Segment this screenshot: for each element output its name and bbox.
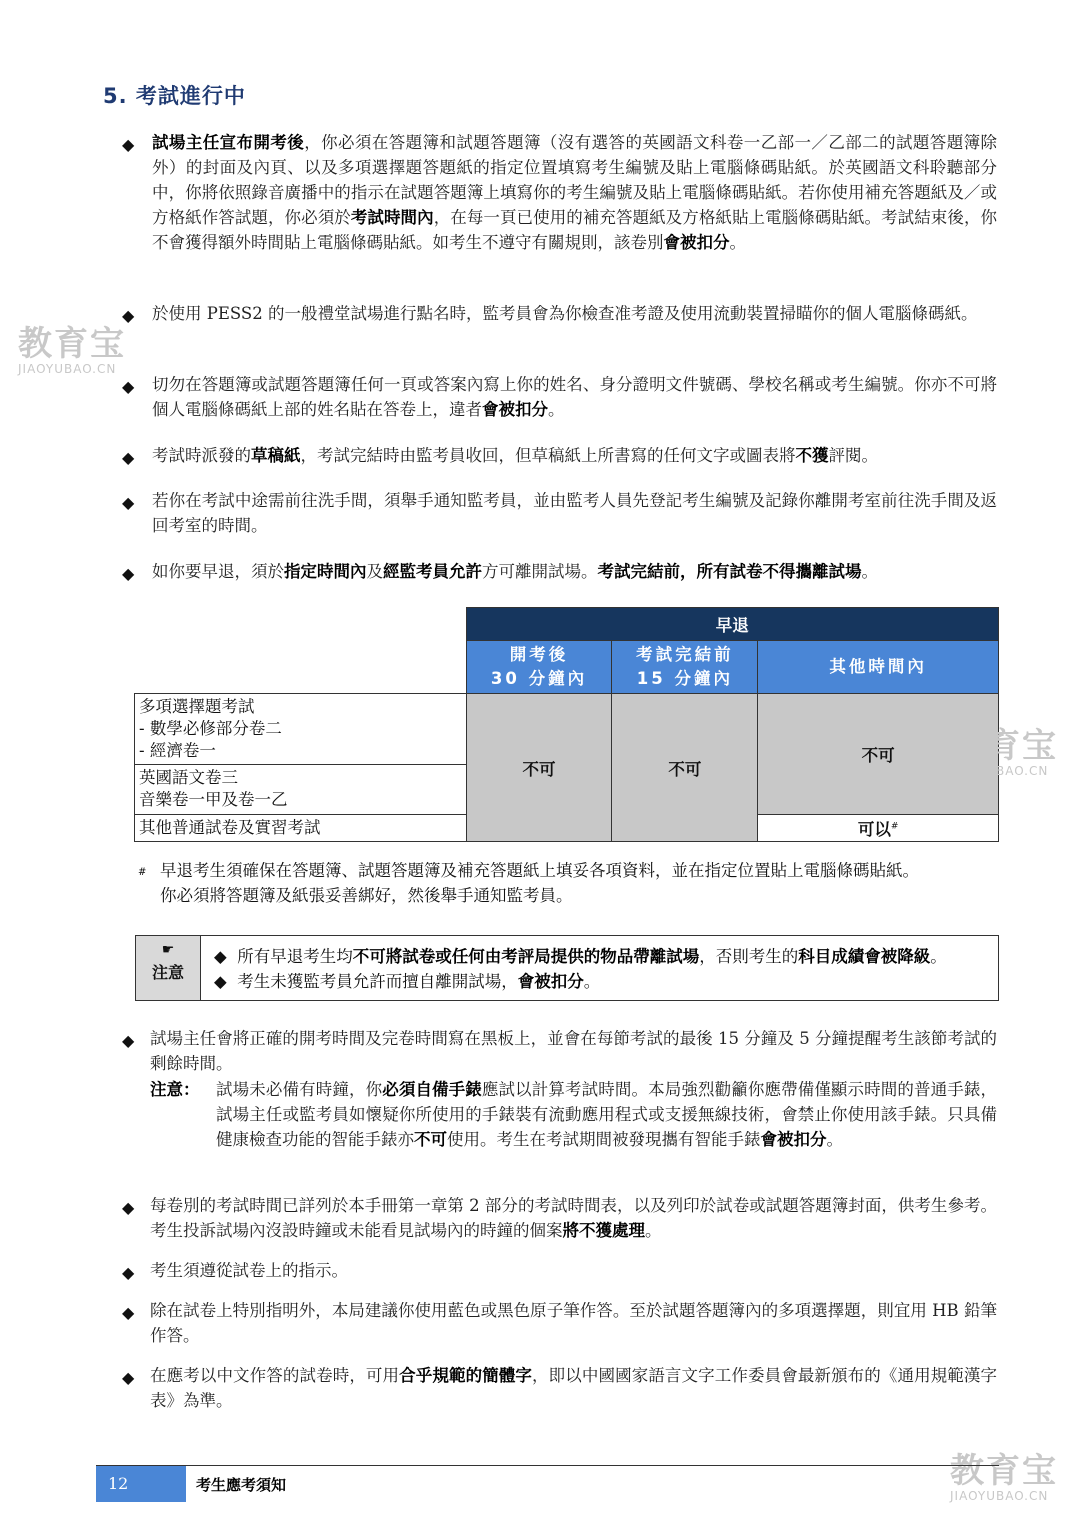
paragraph-exam-timetable: 每卷別的考試時間已詳列於本手冊第一章第 2 部分的考試時間表，以及列印於試卷或試題答題簿封面，供考生參考。考生投訴試場內沒設時鐘或未能看見試場內的時鐘的個案將不獲處理。 xyxy=(150,1196,997,1240)
bullet-icon: ◆ xyxy=(122,306,135,325)
paragraph-watch-note: 試場未必備有時鐘，你必須自備手錶應試以計算考試時間。本局強烈勸籲你應帶備僅顯示時間的普通手錶，試場主任或監考員如懷疑你所使用的手錶裝有流動應用程式或支援無線技術，會禁止你使用該手錶。只具備健康檢查功能的智能手錶亦不可使用。考生在考試期間被發現攜有智能手錶會被扣分。 xyxy=(216,1080,998,1149)
paragraph-follow-instructions: 考生須遵從試卷上的指示。 xyxy=(150,1261,348,1280)
note-label: 注意 xyxy=(151,963,184,982)
watermark-logo: 教育宝 JIAOYUBAO.CN xyxy=(18,324,126,376)
bullet-icon: ◆ xyxy=(122,564,135,583)
watermark-logo: 教育宝 JIAOYUBAO.CN xyxy=(950,1451,1058,1503)
footer-divider xyxy=(96,1465,999,1466)
footnote: # 早退考生須確保在答題簿、試題答題簿及補充答題紙上填妥各項資料，並在指定位置貼上電腦條碼貼紙。 你必須將答題簿及紙張妥善綁好，然後舉手通知監考員。 xyxy=(138,861,919,905)
pointing-hand-icon: ☛ xyxy=(161,942,175,958)
bullet-icon: ◆ xyxy=(122,448,135,467)
table-header-early-leave: 早退 xyxy=(466,608,998,641)
early-leave-table xyxy=(134,607,999,842)
bullet-icon: ◆ xyxy=(214,972,227,991)
bullet-icon: ◆ xyxy=(122,1368,135,1387)
bullet-icon: ◆ xyxy=(122,493,135,512)
note-item: ◆ 考生未獲監考員允許而擅自離開試場，會被扣分。 xyxy=(214,972,601,991)
bullet-icon: ◆ xyxy=(122,377,135,396)
table-row-english-music: 英國語文卷三 音樂卷一甲及卷一乙 xyxy=(135,765,467,815)
page-number: 12 xyxy=(96,1466,186,1502)
note-box xyxy=(135,935,999,1001)
paragraph-toilet: 若你在考試中途需前往洗手間，須舉手通知監考員，並由監考人員先登記考生編號及記錄你離開考室前往洗手間及返回考室的時間。 xyxy=(152,491,997,535)
bullet-icon: ◆ xyxy=(122,1198,135,1217)
table-col-30min: 開考後 30 分鐘內 xyxy=(466,641,612,694)
note-item: ◆ 所有早退考生均不可將試卷或任何由考評局提供的物品帶離試場，否則考生的科目成績會被降級。 xyxy=(214,947,947,966)
bullet-icon: ◆ xyxy=(122,1263,135,1282)
bullet-icon: ◆ xyxy=(214,947,227,966)
paragraph-simplified-chinese: 在應考以中文作答的試卷時，可用合乎規範的簡體字，即以中國國家語言文字工作委員會最新頒布的《通用規範漢字表》為準。 xyxy=(150,1366,998,1410)
paragraph-pen: 除在試卷上特別指明外，本局建議你使用藍色或黑色原子筆作答。至於試題答題簿內的多項選擇題，則宜用 HB 鉛筆作答。 xyxy=(150,1301,997,1345)
table-cell-not-allowed: 不可 xyxy=(466,694,612,842)
paragraph-start-exam: 試場主任宣布開考後，你必須在答題簿和試題答題簿（沒有選答的英國語文科卷一乙部一／乙部二的試題答題簿除外）的封面及內頁、以及多項選擇題答題紙的指定位置填寫考生編號及貼上電腦條碼貼紙。於英國語文科聆聽部分中，你將依照錄音廣播中的指示在試題答題簿上填寫你的考生編號及貼上電腦條碼貼紙。若你使用補充答題紙及／或方格紙作答試題，你必須於考試時間內，在每一頁已使用的補充答題紙及方格紙貼上電腦條碼貼紙。考試結束後，你不會獲得額外時間貼上電腦條碼貼紙。如考生不遵守有關規則，該卷別會被扣分。 xyxy=(152,133,998,252)
paragraph-clock: 試場主任會將正確的開考時間及完卷時間寫在黑板上，並會在每節考試的最後 15 分鐘及 5 分鐘提醒考生該節考試的剩餘時間。 xyxy=(150,1029,997,1073)
watermark-logo: 教育宝 JIAOYUBAO.CN xyxy=(950,726,1058,778)
table-cell-not-allowed: 不可 xyxy=(612,694,758,842)
note-label: 注意： xyxy=(150,1080,200,1099)
table-col-other: 其他時間內 xyxy=(758,641,999,694)
table-row-other-papers: 其他普通試卷及實習考試 xyxy=(135,815,467,842)
bullet-icon: ◆ xyxy=(122,1031,135,1050)
bullet-icon: ◆ xyxy=(122,1303,135,1322)
footer-title: 考生應考須知 xyxy=(196,1476,287,1494)
table-cell-allowed: 可以# xyxy=(758,815,999,842)
paragraph-roll-call: 於使用 PESS2 的一般禮堂試場進行點名時，監考員會為你檢查准考證及使用流動裝置掃瞄你的個人電腦條碼紙。 xyxy=(152,304,978,323)
section-heading: 5. 考試進行中 xyxy=(103,84,246,108)
paragraph-no-name: 切勿在答題簿或試題答題簿任何一頁或答案內寫上你的姓名、身分證明文件號碼、學校名稱或考生編號。你亦不可將個人電腦條碼紙上部的姓名貼在答卷上，違者會被扣分。 xyxy=(152,375,997,419)
paragraph-rough-paper: 考試時派發的草稿紙，考試完結時由監考員收回，但草稿紙上所書寫的任何文字或圖表將不獲評閱。 xyxy=(152,446,878,465)
paragraph-early-leave: 如你要早退，須於指定時間內及經監考員允許方可離開試場。考試完結前，所有試卷不得攜離試場。 xyxy=(152,562,878,581)
table-col-15min: 考試完結前 15 分鐘內 xyxy=(612,641,758,694)
table-cell-not-allowed: 不可 xyxy=(758,694,999,815)
bullet-icon: ◆ xyxy=(122,135,135,154)
table-row-mc: 多項選擇題考試 - 數學必修部分卷二 - 經濟卷一 xyxy=(135,694,467,765)
